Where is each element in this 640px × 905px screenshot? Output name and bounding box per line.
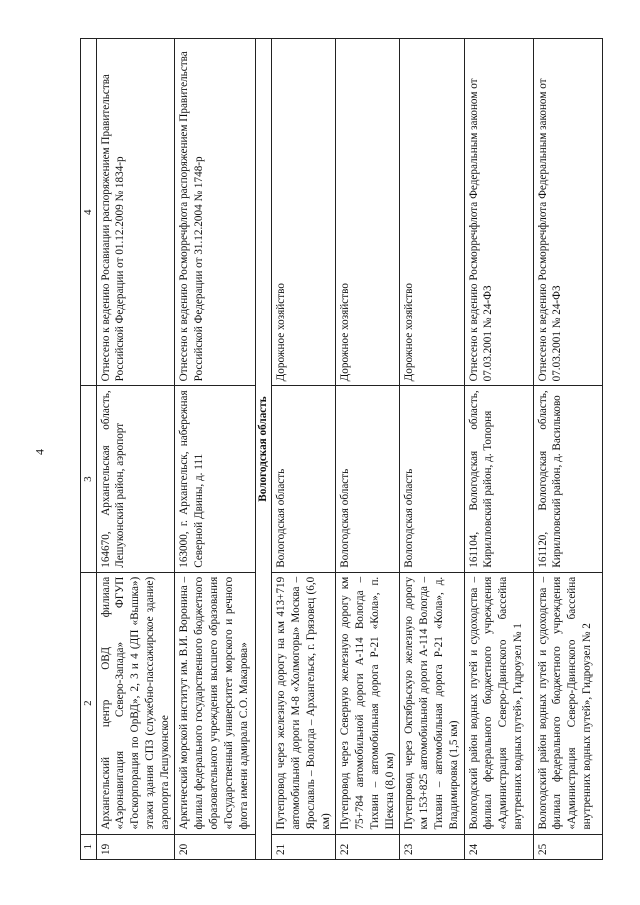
object-address: 161120, Вологодская область, Кирилловский район, д. Васильково bbox=[533, 386, 602, 572]
object-note: Дорожное хозяйство bbox=[400, 39, 464, 386]
table-row bbox=[96, 39, 175, 860]
region-heading-row bbox=[256, 39, 272, 860]
rotated-table-wrapper bbox=[80, 38, 629, 860]
object-address: 163000, г. Архангельск, набережная Северной Двины, д. 111 bbox=[175, 386, 256, 572]
object-name: Путепровод через железную дорогу на км 413+719 автомобильной дороги М-8 «Холмогоры» Москва – Ярославль – Вологда – Архангельск, г. Грязовец (6,0 км) bbox=[272, 572, 336, 834]
object-name: Архангельский центр ОВД филиала «Аэронавигация Северо-Запада» ФГУП «Госкорпорация по ОрВД», 2, 3 и 4 (ДП «Вышка») этажи здания СПЗ (служебно-пассажирское здание) аэропорта Лешуконское bbox=[96, 572, 175, 834]
rotated-table-container bbox=[80, 38, 629, 860]
row-number: 25 bbox=[533, 834, 602, 859]
object-name: Путепровод через Октябрьскую железную дорогу км 153+825 автомобильной дороги А-114 Вологда – Тихвин – автомобильная дорога Р-21 «Кола», д. Владимировка (1,5 км) bbox=[400, 572, 464, 834]
page-number: 4 bbox=[32, 449, 47, 455]
table-row bbox=[336, 39, 400, 860]
column-header-4: 4 bbox=[81, 39, 97, 386]
table-row bbox=[400, 39, 464, 860]
object-name: Вологодский район водных путей и судоходства – филиал федерального бюджетного учреждения «Администрация Северо-Двинского бассейна внутренних водных путей», Гидроузел № 1 bbox=[464, 572, 533, 834]
object-address: Вологодская область bbox=[400, 386, 464, 572]
table-header-row bbox=[81, 39, 97, 860]
row-number: 22 bbox=[336, 834, 400, 859]
object-note: Отнесено к ведению Росморречфлота Федеральным законом от 07.03.2001 № 24-ФЗ bbox=[464, 39, 533, 386]
object-note: Дорожное хозяйство bbox=[336, 39, 400, 386]
row-number: 23 bbox=[400, 834, 464, 859]
object-name: Вологодский район водных путей и судоходства – филиал федерального бюджетного учреждения «Администрация Северо-Двинского бассейна внутренних водных путей», Гидроузел № 2 bbox=[533, 572, 602, 834]
table-row bbox=[464, 39, 533, 860]
table-row bbox=[175, 39, 256, 860]
object-address: 164670, Архангельская область, Лешуконский район, аэропорт bbox=[96, 386, 175, 572]
row-number: 21 bbox=[272, 834, 336, 859]
row-number: 24 bbox=[464, 834, 533, 859]
column-header-1: 1 bbox=[81, 834, 97, 859]
column-header-3: 3 bbox=[81, 386, 97, 572]
table-row bbox=[272, 39, 336, 860]
object-name: Арктический морской институт им. В.И. Воронина – филиал федерального государственного бюджетного образовательного учреждения высшего образования «Государственный университет морского и речного флота имени адмирала С.О. Макарова» bbox=[175, 572, 256, 834]
object-address: Вологодская область bbox=[272, 386, 336, 572]
row-number: 20 bbox=[175, 834, 256, 859]
objects-table bbox=[80, 38, 603, 860]
object-note: Отнесено к ведению Росморречфлота Федеральным законом от 07.03.2001 № 24-ФЗ bbox=[533, 39, 602, 386]
region-heading: Вологодская область bbox=[256, 39, 272, 860]
row-number: 19 bbox=[96, 834, 175, 859]
object-address: Вологодская область bbox=[336, 386, 400, 572]
object-note: Отнесено к ведению Росморречфлота распоряжением Правительства Российской Федерации от 31.12.2004 № 1748-р bbox=[175, 39, 256, 386]
table-row bbox=[533, 39, 602, 860]
column-header-2: 2 bbox=[81, 572, 97, 834]
object-name: Путепровод через Северную железную дорогу км 75+784 автомобильной дороги А-114 Вологда – Тихвин – автомобильная дорога Р-21 «Кола», п. Шексна (8,0 км) bbox=[336, 572, 400, 834]
object-address: 161104, Вологодская область, Кирилловский район, д. Топорня bbox=[464, 386, 533, 572]
object-note: Отнесено к ведению Росавиации распоряжением Правительства Российской Федерации от 01.12.2009 № 1834-р bbox=[96, 39, 175, 386]
object-note: Дорожное хозяйство bbox=[272, 39, 336, 386]
